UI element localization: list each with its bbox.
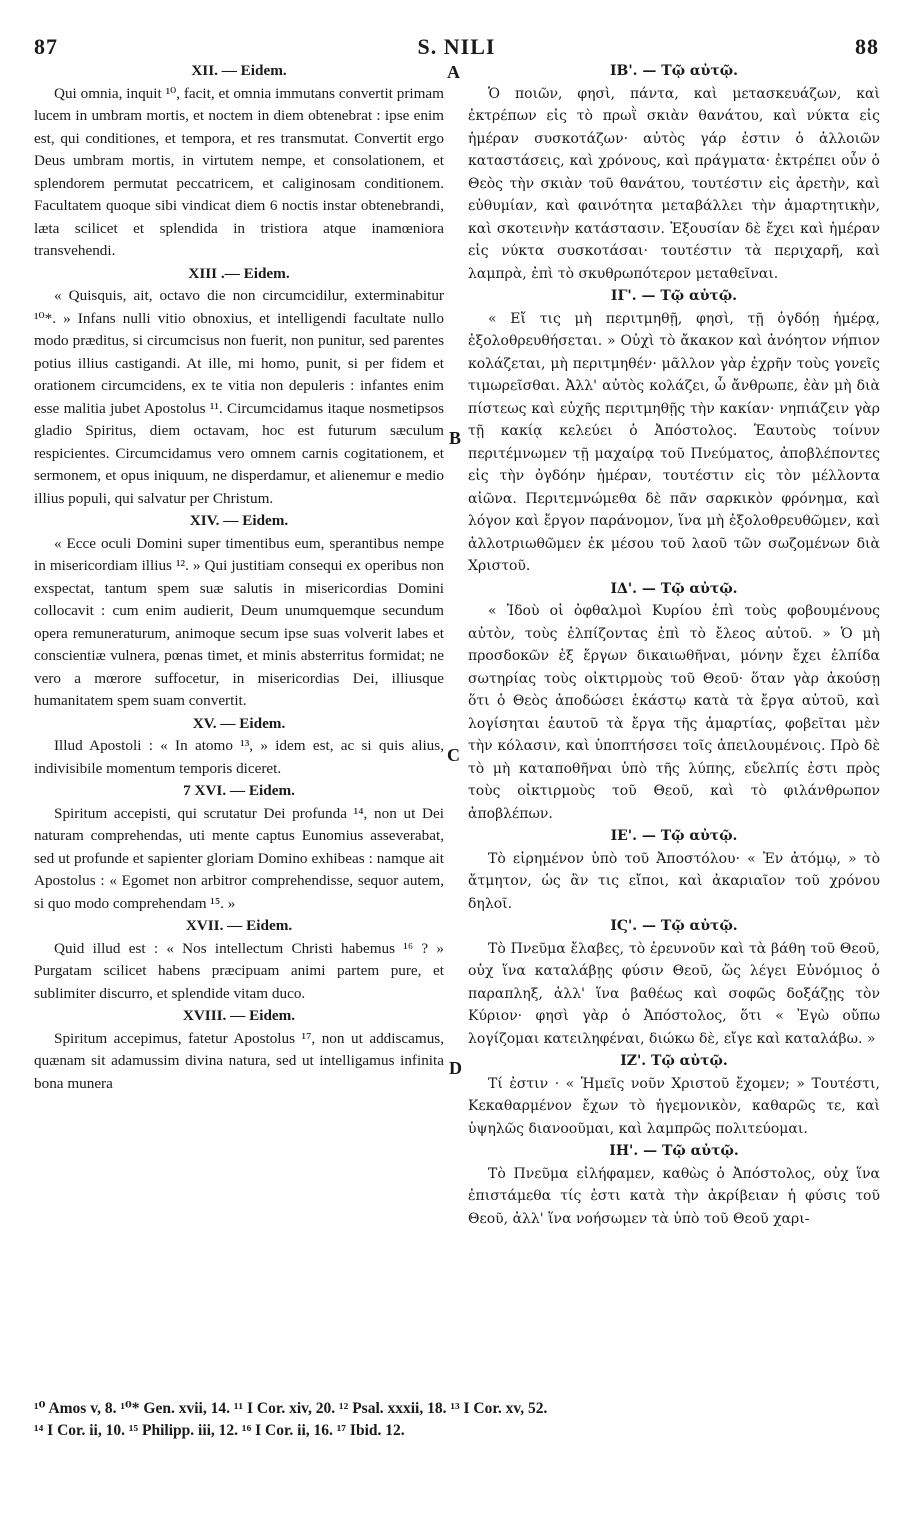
paragraph: Τί ἐστιν · « Ἡμεῖς νοῦν Χριστοῦ ἔχομεν; » Τουτέστι, Κεκαθαρμένον ἔχων τὸ ἡγεμονικὸν, καθαρῶς τε, καὶ ὑψηλῶς διανοοῦμαι, καὶ λαμπρῶς πολιτεύομαι. (468, 1075, 880, 1137)
paragraph: « Εἴ τις μὴ περιτμηθῇ, φησὶ, τῇ ὀγδόῃ ἡμέρᾳ, ἐξολοθρευθήσεται. » Οὐχὶ τὸ ἄκακον καὶ ἀνόητον νήπιον κολάζεται, μὴ περιτμηθέν· μᾶλλον γὰρ ἐχρῆν τοὺς γονεῖς τιμωρεῖσθαι. Ἀλλ' αὐτὸς κολάζει, ὦ ἄνθρωπε, ἐὰν μὴ διὰ πίστεως καὶ εὐχῆς περιτμηθῇς τὴν κακίαν· νηπιάζειν γὰρ τῇ κακίᾳ κελεύει ὁ Ἀπόστολος. Ἑαυτοὺς τοίνυν περιτέμνωμεν τῇ μαχαίρᾳ τοῦ Πνεύματος, ἀποβλέποντες εἰς τὴν ὀγδόην ἡμέραν, τουτέστιν εἰς τὸν μέλλοντα αἰῶνα. Περιτεμνώμεθα δὲ πᾶν σαρκικὸν φρόνημα, καὶ λόγον καὶ ἔργον παράνομον, ἵνα μὴ ἐξολοθρευθῶμεν, καὶ ἀλλοτριωθῶμεν ἐκ μέσου τοῦ λαοῦ τῶν σωζομένων διὰ Χριστοῦ. (468, 310, 880, 574)
margin-letter-a: A (447, 62, 460, 82)
paragraph: « Ἰδοὺ οἱ ὀφθαλμοὶ Κυρίου ἐπὶ τοὺς φοβουμένους αὐτὸν, τοὺς ἐλπίζοντας ἐπὶ τὸ ἔλεος αὐτοῦ. » Ὁ μὴ προσδοκῶν ἐξ ἔργων δικαιωθῆναι, μόνην ἔχει ἐλπίδα σωτηρίας τοὺς οἰκτιρμοὺς τοῦ Θεοῦ· ὅταν γὰρ ἀκούσῃ ὅτι ὁ Θεὸς ἀποδώσει ἑκάστῳ κατὰ τὰ ἔργα αὐτοῦ, καὶ λογίσηται ἑαυτοῦ τὰ ἔργα τῆς ἁμαρτίας, φοβεῖται μὲν τὴν κόλασιν, καὶ ὑποπτήσσει τοῖς ἀπειλουμένοις. Πρὸ δὲ τὸ μὴ καταποθῆναι ὑπὸ τῆς λύπης, εὔελπίς ἐστι πρὸς τοὺς οἰκτιρμοὺς τοῦ Θεοῦ, καὶ τὸ φιλάνθρωπον ἀποβλέπων. (468, 603, 880, 822)
paragraph: Τὸ εἰρημένον ὑπὸ τοῦ Ἀποστόλου· « Ἐν ἀτόμῳ, » τὸ ἄτμητον, ὡς ἂν τις εἴποι, καὶ ἀκαριαῖον τοῦ χρόνου δηλοῖ. (468, 850, 880, 912)
section-heading: ΙΕ'. — Τῷ αὐτῷ. (610, 828, 738, 844)
paragraph: Quid illud est : « Nos intellectum Christi habemus ¹⁶ ? » Purgatam scilicet habens præcipuam animi partem pure, et sublimiter discurro, et splendide vitam duco. (34, 939, 444, 1002)
section-heading: XVIII. — Eidem. (182, 1007, 296, 1024)
section-heading: ΙΓ'. — Τῷ αὐτῷ. (610, 288, 738, 304)
margin-letter-b: B (449, 428, 462, 448)
footnote-line: ¹⁰ Amos v, 8. ¹⁰* Gen. xvii, 14. ¹¹ I Cor. xiv, 20. ¹² Psal. xxxii, 18. ¹³ I Cor. xv, 52. (34, 1400, 548, 1417)
section-heading: 7 XVI. — Eidem. (183, 782, 295, 799)
margin-letter-d: D (449, 1058, 462, 1078)
paragraph: Τὸ Πνεῦμα εἰλήφαμεν, καθὼς ὁ Ἀπόστολος, οὐχ ἵνα ἐπιστάμεθα τίς ἐστι κατὰ τὴν ἀκρίβειαν ἡ φύσις τοῦ Θεοῦ, ἀλλ' ἵνα νοήσωμεν τὰ ὑπὸ τοῦ Θεοῦ χαρι- (468, 1165, 880, 1227)
running-title: S. NILI (417, 34, 496, 59)
section-heading: ΙϚ'. — Τῷ αὐτῷ. (610, 918, 738, 934)
right-page-number: 88 (855, 34, 879, 59)
section-heading: ΙΔ'. — Τῷ αὐτῷ. (610, 580, 738, 597)
margin-letter-c: C (447, 745, 460, 765)
paragraph: « Quisquis, ait, octavo die non circumcidilur, exterminabitur ¹⁰*. » Infans nulli vitio obnoxius, et intelligendi facultate nullo modo præditus, si circumcisus non fuerit, non punitur, sed parentes potius illius castigandi. At ille, mi homo, punit, si per fidem et orationem circumcidens, ex te vitia non depuleris : infantes enim esse malitia jubet Apostolus ¹¹. Circumcidamus itaque nosmetipsos gladio Spiritus, diem octavam, hoc est futurum sæculum respicientes. Circumcidamus vero omnem carnis cogitationem, et sermonem, et opus iniquum, ne disperdamur, et alienemur e medio illius populi, qui salvatur per Christum. (34, 287, 444, 507)
footnotes (34, 1398, 882, 1442)
paragraph: Τὸ Πνεῦμα ἔλαβες, τὸ ἐρευνοῦν καὶ τὰ βάθη τοῦ Θεοῦ, οὐχ ἵνα καταλάβῃς φύσιν Θεοῦ, ὥς λέγει Εὐνόμιος ὁ παραπληξ, ἀλλ' ἵνα βαθέως καὶ σοφῶς δοξάζῃς τὸν Κύριον· φησὶ γὰρ ὁ Ἀπόστολος, ὅτι « Ἐγὼ οὔπω λογίζομαι κατειληφέναι, διώκω δὲ, εἴγε καὶ καταλάβω. » (468, 940, 880, 1047)
paragraph: « Ecce oculi Domini super timentibus eum, sperantibus nempe in misericordiam illius ¹². » Qui justitiam consequi ex operibus non exspectat, tantum spem suæ salutis in misericordias Domini collocavit : cum enim audierit, Deum unumquemque secundum opera remuneraturum, animoque secum ipse suas volverit labes et conscientiæ vulnera, pœnas timet, et minis absterritus formidat; ne vero a mœrore suffocetur, in misericordias Dei, illiusque humanitatem spem suam convertit. (34, 534, 444, 709)
section-heading: XVII. — Eidem. (185, 917, 293, 934)
section-heading: ΙΒ'. — Τῷ αὐτῷ. (609, 63, 739, 79)
section-heading: XV. — Eidem. (192, 714, 286, 732)
left-page-number: 87 (34, 34, 58, 59)
section-heading: ΙΖ'. Τῷ αὐτῷ. (620, 1053, 728, 1069)
paragraph: Illud Apostoli : « In atomo ¹³, » idem est, ac si quis alius, indivisibile momentum temporis diceret. (34, 737, 444, 777)
latin-column (34, 60, 444, 1095)
section-heading: XIV. — Eidem. (189, 512, 289, 529)
paragraph: Spiritum accepimus, fatetur Apostolus ¹⁷, non ut addiscamus, quænam sit adamussim divina natura, sed ut intelligamus infinita bona munera (34, 1029, 444, 1092)
paragraph: Ὁ ποιῶν, φησὶ, πάντα, καὶ μετασκευάζων, καὶ ἐκτρέπων εἰς τὸ πρωῒ σκιὰν θανάτου, καὶ νύκτα εἰς ἡμέραν συσκοτάζων· αὐτὸς γάρ ἐστιν ὁ ἀλλοιῶν καταστάσεις, καὶ χρόνους, καὶ πράγματα· ἐκτρέπει οὖν ὁ Θεὸς τὴν σκιὰν τοῦ θανάτου, τουτέστιν εἰς ἀρετὴν, καὶ εὐθυμίαν, καὶ φαινότητα μεταβάλλει τὴν ἁμαρτητικὴν, καὶ σκοτεινὴν κατάστασιν. Ἐξουσίαν δὲ ἔχει καὶ ἡμέραν εἰς νύκτα συσκοτάσαι· τουτέστιν τὰ περιχαρῆ, καὶ λαμπρὰ, ἐπὶ τὸ σκυθρωπότερον μεταθεῖναι. (468, 85, 880, 282)
paragraph: Spiritum accepisti, qui scrutatur Dei profunda ¹⁴, non ut Dei naturam comprehendas, uti mente captus Eunomius asseverabat, sed ut profunde et sapienter gloriam Domino exhibeas : namque ait Apostolus : « Egomet non arbitror comprehendisse, sequor autem, si quo modo comprehendam ¹⁵. » (34, 804, 444, 912)
section-heading: XII. — Eidem. (191, 62, 287, 79)
section-heading: ΙΗ'. — Τῷ αὐτῷ. (609, 1143, 739, 1159)
section-heading: XIII .— Eidem. (188, 264, 290, 282)
footnote-line: ¹⁴ I Cor. ii, 10. ¹⁵ Philipp. iii, 12. ¹⁶ I Cor. ii, 16. ¹⁷ Ibid. 12. (34, 1422, 405, 1439)
greek-column (468, 60, 880, 1230)
paragraph: Qui omnia, inquit ¹⁰, facit, et omnia immutans convertit primam lucem in umbram mortis, et noctem in diem obtenebrat : ipse enim est, qui conditiones, et tempora, et res transmutat. Convertit ergo Deus umbram mortis, in virtutem nempe, et consolationem, et splendorem permutat peccatricem, et caliginosam conditionem. Facultatem quoque sibi vindicat diem 6 noctis instar obtenebrandi, læta scilicet et splendida in tristiora atque inamœniora transvehendi. (34, 84, 444, 259)
